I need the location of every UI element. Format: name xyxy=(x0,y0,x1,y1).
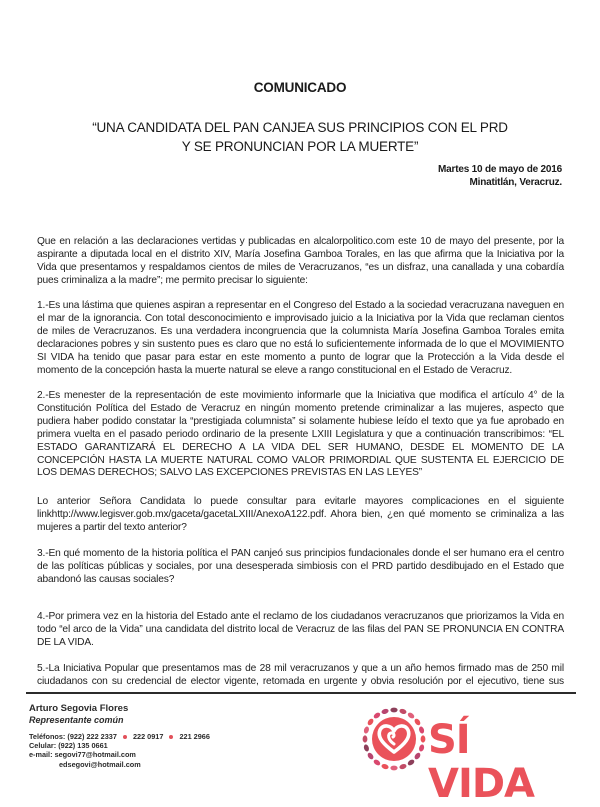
footer-contact xyxy=(29,703,210,769)
logo-petal xyxy=(418,744,425,752)
paragraph-intro: Que en relación a las declaraciones vertidas y publicadas en alcalorpolitico.com este 10 de mayo del presente, por la aspirante a diputada local en el distrito XIV, María Josefina Gamboa Torales, en las que afirma que la Iniciativa por la Vida que presentamos y respaldamos cientos de miles de Veracruzanos, “es un disfraz, una canallada y una cobardía pues criminaliza a la madre”; me permito precisar lo siguiente: xyxy=(37,236,564,286)
phones-label: Teléfonos: xyxy=(29,732,66,741)
email-label: e-mail: xyxy=(29,750,53,760)
footer-divider xyxy=(26,692,576,694)
headline-line-1: “UNA CANDIDATA DEL PAN CANJEA SUS PRINCIPIOS CON EL PRD xyxy=(92,120,508,135)
logo-petal xyxy=(418,726,425,734)
email-2: edsegovi@hotmail.com xyxy=(59,759,141,769)
email-line xyxy=(29,750,210,759)
document-headline xyxy=(0,118,600,156)
bullet-dot-icon xyxy=(169,735,173,739)
logo-petal xyxy=(381,708,389,715)
contact-name: Arturo Segovia Flores xyxy=(29,703,129,714)
paragraph-point-5: 5.-La Iniciativa Popular que presentamos mas de 28 mil veracruzanos y que a un año hemos firmado mas de 250 mil ciudadanos con su credencial de elector vigente, retomada en urgente y obvia resolución por el ejecutivo, tiene sus xyxy=(37,663,564,687)
si-vida-logo xyxy=(361,706,581,807)
logo-petal xyxy=(363,744,370,752)
paragraph-point-1: 1.-Es una lástima que quienes aspiran a representar en el Congreso del Estado a la sociedad veracruzana naveguen en el mar de la ignorancia. Con total desconocimiento e improvisado juicio a la Iniciativa por la Vida que reclaman cientos de miles de Veracruzanos. Es una verdadera incongruencia que la columnista María Josefina Gamboa Torales emita declaraciones pobres y sin sustento pues es claro que no está lo suficientemente informada de lo que el MOVIMIENTO SI VIDA ha tenido que pasar para estar en este momento a punto de lograr que la Protección a la Vida desde el momento de la concepción hasta la muerte natural se eleve a rango constitucional en el Estado de Veracruz. xyxy=(37,300,564,376)
phone-1: (922) 222 2337 xyxy=(67,732,117,741)
paragraph-point-2: 2.-Es menester de la representación de este movimiento informarle que la Iniciativa que modifica el artículo 4° de la Constitución Política del Estado de Veracruz en ningún momento pretende criminalizar a las mujeres, aspecto que pudiera haber podido constatar la “prestigiada columnista” si solamente hubiese leído el texto que ya fue aprobado en primera vuelta en el pasado periodo ordinario de la presente LXIII Legislatura y que a continuación transcribimos: “EL ESTADO GARANTIZARÁ EL DERECHO A LA VIDA DEL SER HUMANO, DESDE EL MOMENTO DE LA CONCEPCIÓN HASTA LA MUERTE NATURAL COMO VALOR PRIMORDIAL QUE SUSTENTA EL EJERCICIO DE LOS DEMAS DERECHOS; SALVO LAS EXCEPCIONES PREVISTAS EN LAS LEYES” xyxy=(37,390,564,479)
logo-petal xyxy=(399,763,407,770)
document-place: Minatitlán, Veracruz. xyxy=(469,177,562,188)
email-1: segovi77@hotmail.com xyxy=(54,750,136,760)
dateline xyxy=(438,163,562,189)
paragraph-link-note: Lo anterior Señora Candidata lo puede consultar para evitarle mayores complicaciones en el siguiente linkhttp://www.legisver.gob.mx/gaceta/gacetaLXIII/AnexoA122.pdf. Ahora bien, ¿en qué momento se criminaliza a las mujeres a partir del texto anterior? xyxy=(37,496,564,533)
logo-text: SÍ VIDA xyxy=(428,717,534,807)
contact-role: Representante común xyxy=(29,715,124,725)
logo-petal xyxy=(381,763,389,770)
logo-petal xyxy=(399,708,407,715)
logo-petal xyxy=(390,708,397,713)
logo-petal xyxy=(363,726,370,734)
bullet-dot-icon xyxy=(123,735,127,739)
document-date: Martes 10 de mayo de 2016 xyxy=(438,164,562,175)
email-line-2 xyxy=(29,760,210,769)
mobile-line xyxy=(29,741,210,750)
heart-badge-icon xyxy=(361,706,427,772)
logo-petal xyxy=(390,766,397,771)
document-title: COMUNICADO xyxy=(253,80,347,95)
logo-petal xyxy=(363,735,368,742)
phone-3: 221 2966 xyxy=(179,732,210,741)
phones-line xyxy=(29,732,210,741)
logo-petal xyxy=(421,735,426,742)
mobile-number: (922) 135 0661 xyxy=(58,741,108,751)
mobile-label: Celular: xyxy=(29,741,57,751)
paragraph-point-3: 3.-En qué momento de la historia política el PAN canjeó sus principios fundacionales donde el ser humano era el centro de las políticas públicas y sociales, por una desesperada simbiosis con el PRD partido desdibujado en el Estado que abandonó las causas sociales? xyxy=(37,548,564,585)
headline-line-2: Y SE PRONUNCIAN POR LA MUERTE” xyxy=(181,139,419,154)
phone-2: 222 0917 xyxy=(132,732,164,741)
paragraph-point-4: 4.-Por primera vez en la historia del Estado ante el reclamo de los ciudadanos veracruzanos que priorizamos la Vida en todo “el arco de la Vida” una candidata del distrito local de Veracruz de las filas del PAN SE PRONUNCIA EN CONTRA DE LA VIDA. xyxy=(37,611,564,648)
